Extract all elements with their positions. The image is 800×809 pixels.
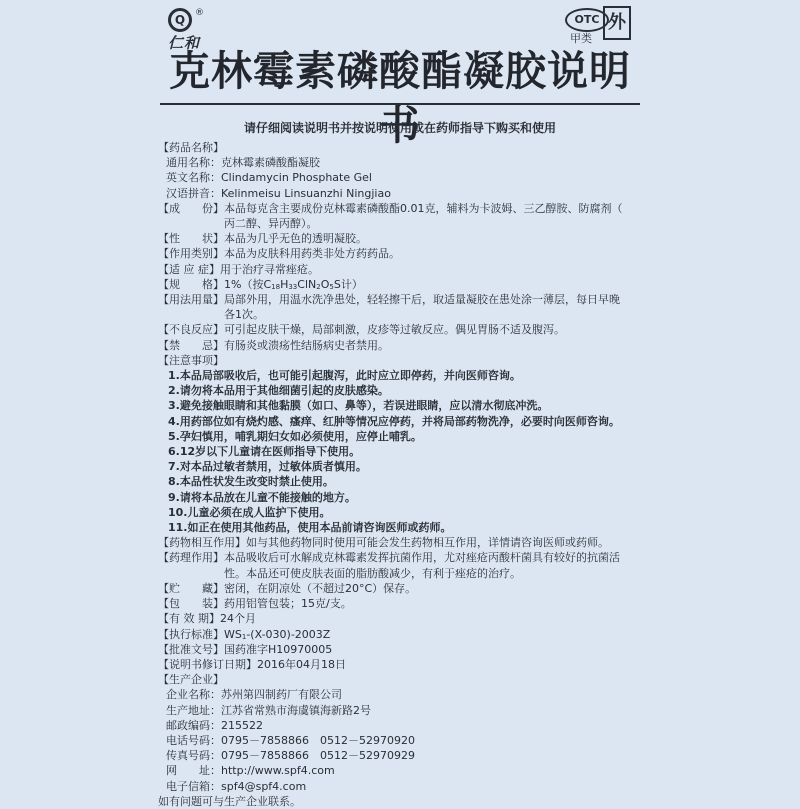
spec-subscript: 18 [271,282,281,291]
contraindication-row [158,338,638,353]
otc-badge: OTC [565,8,609,32]
field-value: 国药准字H10970005 [224,642,333,656]
section-label: 【执行标准】 [158,627,224,641]
list-item: 1.本品局部吸收后，也可能引起腹泻，此时应立即停药，并向医师咨询。 [168,369,521,383]
validity-row [158,611,638,626]
section-label: 【不良反应】 [158,323,224,337]
list-item: 2.请勿将本品用于其他细菌引起的皮肤感染。 [168,384,389,398]
storage-row [158,581,638,596]
field-label: 传真号码： [166,749,221,763]
document-subtitle: 请仔细阅读说明书并按说明使用或在药师指导下购买和使用 [243,121,556,135]
section-label: 【适 应 症】 [158,262,220,276]
pharmacology-line: 性。本品还可使皮肤表面的脂肪酸减少，有利于痤疮的治疗。 [224,566,521,580]
section-label: 【规 格】 [158,277,224,291]
appearance-row [158,231,638,246]
section-label: 【药品名称】 [158,141,224,154]
section-label: 【包 装】 [158,597,224,611]
manufacturer-section [158,672,638,687]
field-label: 英文名称： [166,171,221,185]
composition-line: 丙二醇、异丙醇）。 [224,217,318,231]
field-label: 企业名称： [166,688,221,702]
field-value: 苏州第四制药厂有限公司 [221,688,342,702]
spec-text: S计） [333,277,363,291]
spec-text: ClN [297,277,317,291]
category-row [158,246,638,261]
spec-subscript: 2 [316,282,321,291]
section-label: 【有 效 期】 [158,612,220,626]
drug-name-section [158,140,638,155]
section-label: 【成 份】 [158,201,224,215]
list-item: 10.儿童必须在成人监护下使用。 [168,505,331,519]
company-row [166,733,638,748]
section-label: 【说明书修订日期】 [158,657,257,671]
field-label: 汉语拼音： [166,186,221,200]
logo-mark-icon: Q [168,8,192,32]
field-value: 24个月 [220,612,256,626]
spec-text: O [320,277,330,291]
list-item: 11.如正在使用其他药品，使用本品前请咨询医师或药师。 [168,521,452,535]
interaction-row [158,535,638,550]
list-item: 5.孕妇慎用，哺乳期妇女如必须使用，应停止哺乳。 [168,429,422,443]
list-item: 7.对本品过敏者禁用，过敏体质者慎用。 [168,460,367,474]
field-value: 本品为皮肤科用药类非处方药药品。 [224,247,400,261]
field-value: 可引起皮肤干燥，局部刺激，皮疹等过敏反应。偶见胃肠不适及腹泻。 [224,323,565,337]
company-row [166,718,638,733]
spec-subscript: 33 [288,282,298,291]
section-label: 【禁 忌】 [158,338,224,352]
precautions-section [158,353,638,368]
pharmacology-line: 本品吸收后可水解成克林霉素发挥抗菌作用，尤对痤疮丙酸杆菌具有较好的抗菌活 [224,551,620,565]
list-item: 6.12岁以下儿童请在医师指导下使用。 [168,445,361,459]
field-label: 通用名称： [166,156,221,170]
field-label: 网 址： [166,764,221,778]
field-label: 电子信箱： [166,779,221,793]
standard-text: -(X-030)-2003Z [246,627,331,641]
section-label: 【药物相互作用】 [158,536,246,550]
footer-note: 如有问题可与生产企业联系。 [158,794,301,808]
company-row [166,763,638,778]
section-label: 【性 状】 [158,232,224,246]
package-row [158,596,638,611]
field-value: Kelinmeisu Linsuanzhi Ningjiao [221,186,391,200]
field-label: 电话号码： [166,733,221,747]
company-row [166,748,638,763]
field-value: 215522 [221,718,263,732]
precautions-list [158,368,638,535]
usage-line: 局部外用，用温水洗净患处，轻轻擦干后，取适量凝胶在患处涂一薄层，每日早晚 [224,293,620,307]
leaflet-body [158,140,638,809]
section-label: 【药理作用】 [158,551,224,565]
standard-subscript: 1 [241,632,247,641]
adverse-row [158,322,638,337]
section-label: 【用法用量】 [158,293,224,307]
field-value: 2016年04月18日 [257,657,346,671]
otc-class: 甲类 [570,32,592,45]
external-use-mark: 外 [603,6,631,40]
english-name-row [158,170,638,185]
field-value: 药用铝管包装；15克/支。 [224,597,352,611]
field-label: 邮政编码： [166,718,221,732]
field-label: 生产地址： [166,703,221,717]
list-item: 9.请将本品放在儿童不能接触的地方。 [168,490,356,504]
list-item: 3.避免接触眼睛和其他黏膜（如口、鼻等），若误进眼睛，应以清水彻底冲洗。 [168,399,549,413]
section-label: 【贮 藏】 [158,581,224,595]
spec-row [158,277,638,292]
company-row [166,703,638,718]
field-value: 0795－7858866 0512－52970920 [221,733,415,747]
pinyin-row [158,186,638,201]
section-label: 【作用类别】 [158,247,224,261]
spec-subscript: 5 [329,282,334,291]
title-divider [160,103,640,105]
field-value: 本品为几乎无色的透明凝胶。 [224,232,367,246]
field-value [224,277,638,292]
field-value: 0795－7858866 0512－52970929 [221,749,415,763]
common-name-row [158,155,638,170]
registered-mark: ® [195,8,204,18]
document-title: 克林霉素磷酸酯凝胶说明书 [169,47,631,149]
field-value [224,201,638,231]
indication-row [158,262,638,277]
composition-row [158,201,638,231]
field-value: 如与其他药物同时使用可能会发生药物相互作用，详情请咨询医师或药师。 [246,536,609,550]
field-value [224,292,638,322]
list-item: 8.本品性状发生改变时禁止使用。 [168,475,334,489]
manufacturer-details [158,687,638,793]
field-value: Clindamycin Phosphate Gel [221,171,372,185]
field-value: 用于治疗寻常痤疮。 [220,262,319,276]
field-value [224,627,638,642]
field-value: 江苏省常熟市海虞镇海新路2号 [221,703,371,717]
pharmacology-row [158,550,638,580]
usage-line: 各1次。 [224,308,264,322]
spec-text: 1%（按C [224,277,272,291]
usage-row [158,292,638,322]
field-value: spf4@spf4.com [221,779,307,793]
list-item: 4.用药部位如有烧灼感、瘙痒、红肿等情况应停药，并将局部药物洗净，必要时向医师咨询。 [168,414,620,428]
composition-line: 本品每克含主要成份克林霉素磷酸酯0.01克，辅料为卡波姆、三乙醇胺、防腐剂（ [224,201,623,215]
field-value: 密闭，在阴凉处（不超过20°C）保存。 [224,581,417,595]
field-value: 克林霉素磷酸酯凝胶 [221,156,320,170]
section-label: 【注意事项】 [158,353,224,367]
standard-row [158,627,638,642]
standard-text: WS [224,627,242,641]
logo-name: 仁和 [168,34,201,52]
company-row [166,779,638,794]
company-row [166,687,638,702]
section-label: 【批准文号】 [158,642,224,656]
field-value [224,550,638,580]
field-value: http://www.spf4.com [221,764,335,778]
approval-row [158,642,638,657]
revision-date-row [158,657,638,672]
section-label: 【生产企业】 [158,673,224,687]
field-value: 有肠炎或溃疡性结肠病史者禁用。 [224,338,389,352]
spec-text: H [280,277,289,291]
